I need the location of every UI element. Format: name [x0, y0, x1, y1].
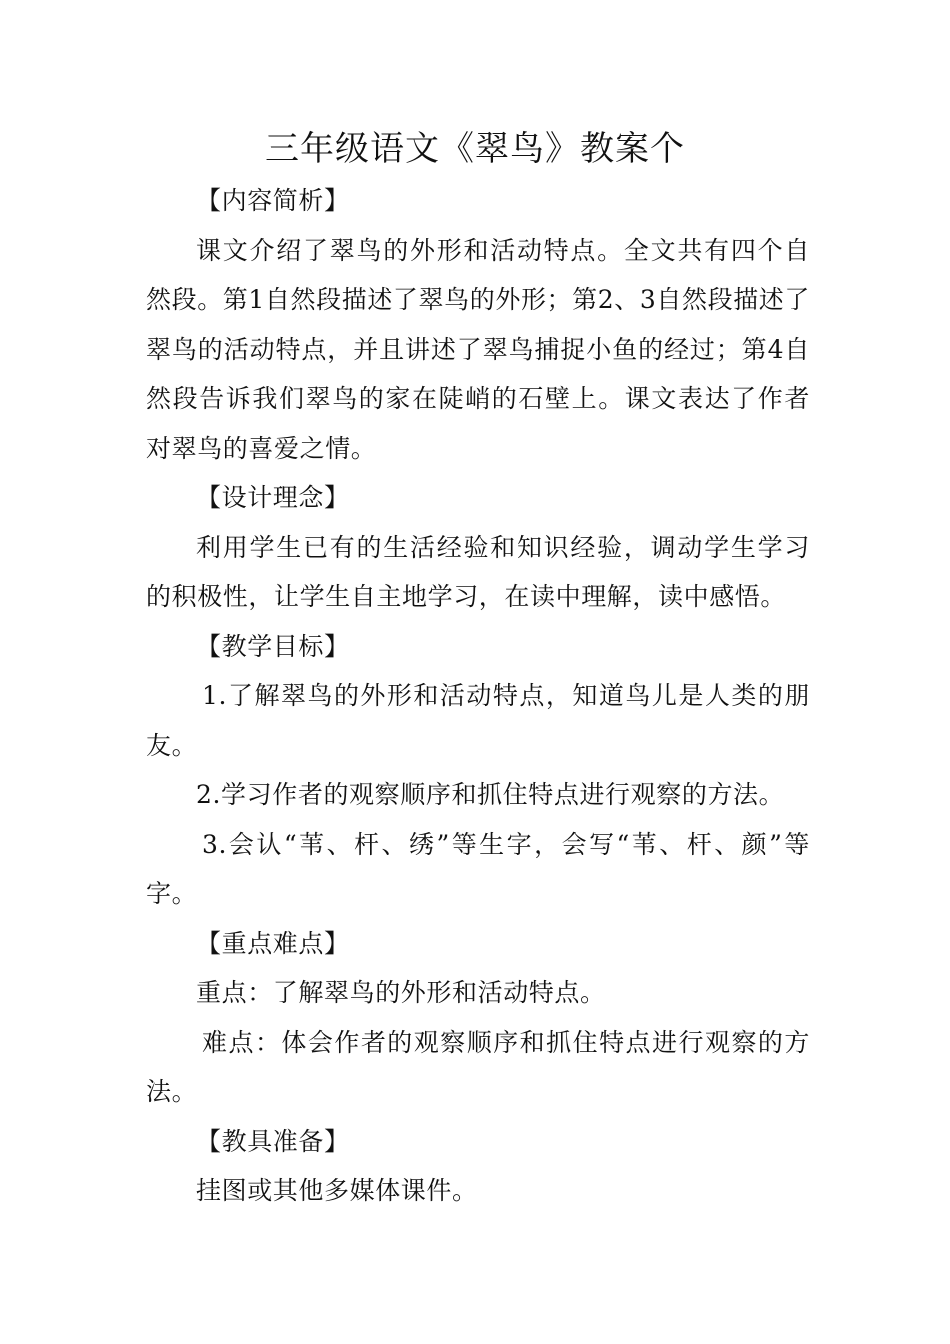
document-body: [146, 176, 810, 1216]
section-heading-materials: 【教具准备】: [196, 1126, 350, 1156]
section-heading-content-analysis: 【内容简析】: [196, 186, 350, 215]
difficulty-paragraph: 难点：体会作者的观察顺序和抓住特点进行观察的方法。: [146, 1027, 810, 1106]
section-heading-design-concept: 【设计理念】: [196, 483, 350, 512]
key-point-paragraph: 重点：了解翠鸟的外形和活动特点。: [196, 978, 606, 1007]
section-heading-teaching-goals: 【教学目标】: [196, 631, 350, 661]
design-concept-paragraph: 利用学生已有的生活经验和知识经验，调动学生学习的积极性，让学生自主地学习，在读中理解，读中感悟。: [146, 532, 810, 611]
section-heading-key-points: 【重点难点】: [196, 928, 350, 958]
teaching-goal-item-2: 2.学习作者的观察顺序和抓住特点进行观察的方法。: [196, 780, 785, 809]
teaching-goal-item-1: 1.了解翠鸟的外形和活动特点，知道鸟儿是人类的朋友。: [146, 681, 810, 760]
document-title: 三年级语文《翠鸟》教案个: [265, 129, 685, 169]
teaching-goal-item-3: 3.会认“苇、杆、绣”等生字，会写“苇、杆、颜”等字。: [146, 829, 810, 908]
content-analysis-paragraph: 课文介绍了翠鸟的外形和活动特点。全文共有四个自然段。第1自然段描述了翠鸟的外形；第2、3自然段描述了翠鸟的活动特点，并且讲述了翠鸟捕捉小鱼的经过；第4自然段告诉我们翠鸟的家在陡峭的石壁上。课文表达了作者对翠鸟的喜爱之情。: [146, 235, 810, 463]
materials-paragraph: 挂图或其他多媒体课件。: [196, 1176, 478, 1205]
